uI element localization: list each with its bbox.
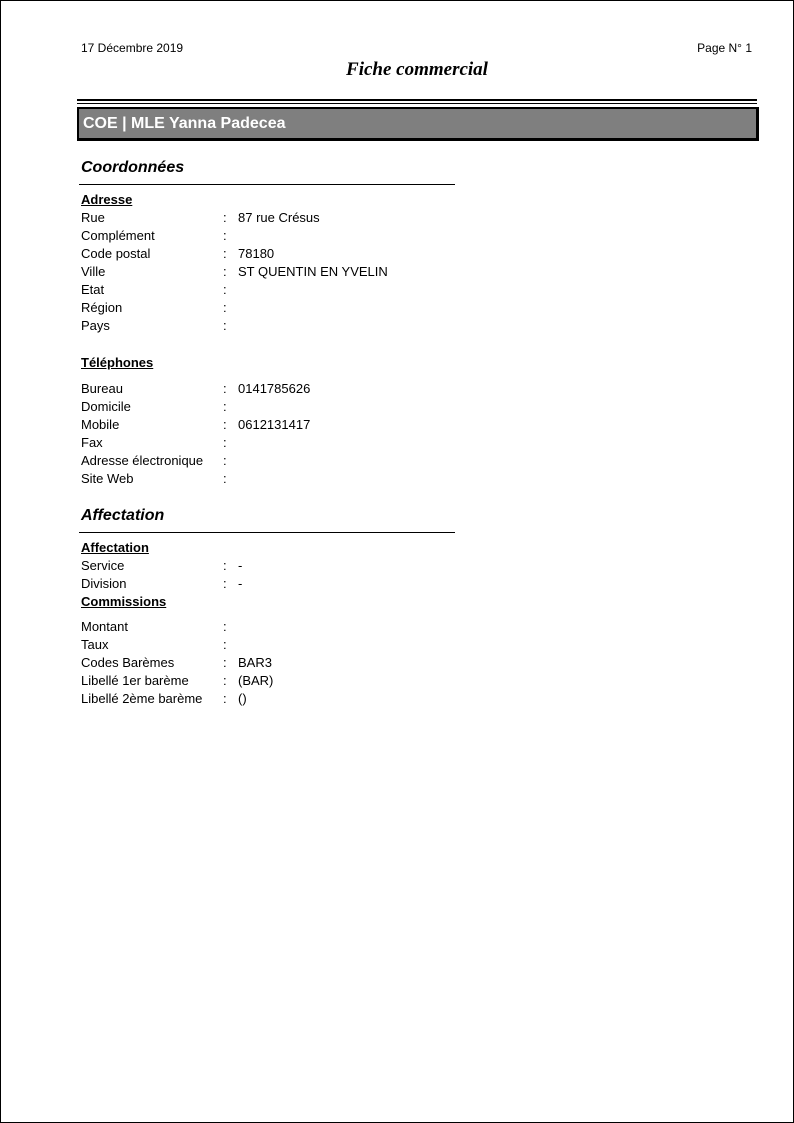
field-label: Adresse électronique <box>81 453 204 468</box>
subheading-affectation: Affectation <box>81 540 149 555</box>
field-colon: : <box>223 471 227 486</box>
field-value: BAR3 <box>238 655 272 670</box>
section-rule <box>79 184 455 185</box>
field-label: Pays <box>81 318 110 333</box>
field-label: Taux <box>81 637 109 652</box>
person-name: COE | MLE Yanna Padecea <box>83 115 286 132</box>
field-label: Libellé 2ème barème <box>81 691 203 706</box>
field-colon: : <box>223 417 227 432</box>
field-label: Complément <box>81 228 155 243</box>
field-label: Etat <box>81 282 105 297</box>
field-colon: : <box>223 210 227 225</box>
field-label: Codes Barèmes <box>81 655 175 670</box>
field-colon: : <box>223 282 227 297</box>
field-colon: : <box>223 300 227 315</box>
field-value: (BAR) <box>238 673 274 688</box>
subheading-adresse: Adresse <box>81 192 133 207</box>
section-rule <box>79 532 455 533</box>
field-colon: : <box>223 264 227 279</box>
field-value: 0612131417 <box>238 417 311 432</box>
subheading-telephones: Téléphones <box>81 355 154 370</box>
field-value: - <box>238 576 243 591</box>
field-colon: : <box>223 691 227 706</box>
field-value: () <box>238 691 247 706</box>
header-rule-thick <box>77 99 757 101</box>
field-value: 78180 <box>238 246 275 261</box>
field-label: Code postal <box>81 246 151 261</box>
field-value: - <box>238 558 243 573</box>
field-colon: : <box>223 558 227 573</box>
field-colon: : <box>223 399 227 414</box>
field-label: Domicile <box>81 399 131 414</box>
field-value: ST QUENTIN EN YVELIN <box>238 264 388 279</box>
field-colon: : <box>223 228 227 243</box>
report-date: 17 Décembre 2019 <box>81 41 184 55</box>
section-title-affectation: Affectation <box>81 507 165 524</box>
field-colon: : <box>223 619 227 634</box>
name-bar <box>77 107 759 141</box>
field-label: Montant <box>81 619 128 634</box>
field-label: Fax <box>81 435 103 450</box>
section-title-coordonnees: Coordonnées <box>81 159 185 176</box>
field-value: 0141785626 <box>238 381 311 396</box>
document-title: Fiche commercial <box>346 59 488 80</box>
field-label: Libellé 1er barème <box>81 673 189 688</box>
field-label: Région <box>81 300 123 315</box>
header-rule-thin <box>77 103 757 104</box>
field-colon: : <box>223 435 227 450</box>
field-colon: : <box>223 453 227 468</box>
field-colon: : <box>223 318 227 333</box>
field-colon: : <box>223 246 227 261</box>
field-label: Bureau <box>81 381 123 396</box>
field-value: 87 rue Crésus <box>238 210 320 225</box>
subheading-commissions: Commissions <box>81 594 167 609</box>
field-label: Site Web <box>81 471 134 486</box>
field-colon: : <box>223 655 227 670</box>
field-colon: : <box>223 673 227 688</box>
field-label: Ville <box>81 264 106 279</box>
field-label: Rue <box>81 210 105 225</box>
field-colon: : <box>223 637 227 652</box>
field-colon: : <box>223 381 227 396</box>
page-number: Page N° 1 <box>697 41 752 55</box>
field-label: Mobile <box>81 417 120 432</box>
field-label: Service <box>81 558 125 573</box>
field-colon: : <box>223 576 227 591</box>
field-label: Division <box>81 576 127 591</box>
